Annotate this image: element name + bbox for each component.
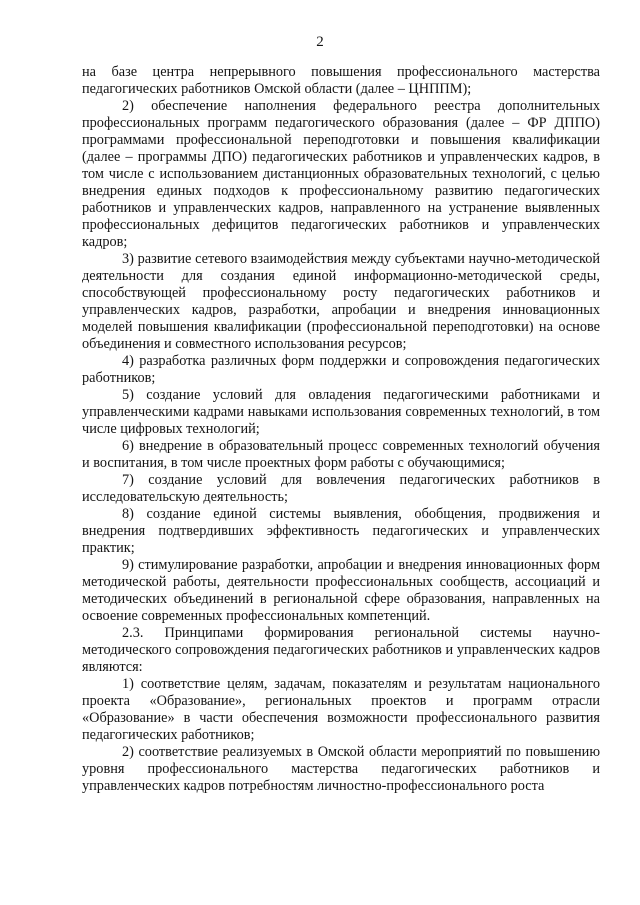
paragraph-item-4: 4) разработка различных форм поддержки и сопровождения педагогических работников; <box>82 353 600 386</box>
paragraph-intro-continuation: на базе центра непрерывного повышения профессионального мастерства педагогических работников Омской области (далее – ЦНППМ); <box>82 64 600 97</box>
paragraph-item-7: 7) создание условий для вовлечения педагогических работников в исследовательскую деятельность; <box>82 472 600 505</box>
paragraph-section-2-3: 2.3. Принципами формирования региональной системы научно-методического сопровождения педагогических работников и управленческих кадров являются: <box>82 625 600 675</box>
paragraph-item-3: 3) развитие сетевого взаимодействия между субъектами научно-методической деятельности для создания единой информационно-методической среды, способствующей профессиональному росту педагогических работников и управленческих кадров, разработки, апробации и внедрения инновационных моделей повышения квалификации (профессиональной переподготовки) на основе объединения и совместного использования ресурсов; <box>82 251 600 352</box>
paragraph-item-2: 2) обеспечение наполнения федерального реестра дополнительных профессиональных программ педагогического образования (далее – ФР ДППО) программами профессиональной переподготовки и повышения квалификации (далее – программы ДПО) педагогических работников и управленческих кадров, в том числе с использованием дистанционных образовательных технологий, с целью внедрения единых подходов к профессиональному развитию педагогических работников и управленческих кадров, направленного на устранение выявленных профессиональных дефицитов педагогических работников и управленческих кадров; <box>82 98 600 250</box>
paragraph-principle-1: 1) соответствие целям, задачам, показателям и результатам национального проекта «Образование», региональных проектов и программ отрасли «Образование» в части обеспечения возможности профессионального развития педагогических работников; <box>82 676 600 743</box>
paragraph-principle-2: 2) соответствие реализуемых в Омской области мероприятий по повышению уровня профессионального мастерства педагогических работников и управленческих кадров потребностям личностно-профессионального роста <box>82 744 600 794</box>
page-number: 2 <box>316 34 324 50</box>
paragraph-item-6: 6) внедрение в образовательный процесс современных технологий обучения и воспитания, в том числе проектных форм работы с обучающимися; <box>82 438 600 471</box>
paragraph-item-8: 8) создание единой системы выявления, обобщения, продвижения и внедрения подтвердивших эффективность педагогических и управленческих практик; <box>82 506 600 556</box>
paragraph-item-5: 5) создание условий для овладения педагогическими работниками и управленческими кадрами навыками использования современных технологий, в том числе цифровых технологий; <box>82 387 600 437</box>
paragraph-item-9: 9) стимулирование разработки, апробации и внедрения инновационных форм методической работы, деятельности профессиональных сообществ, ассоциаций и методических объединений в региональной сфере образования, направленных на освоение современных профессиональных компетенций. <box>82 557 600 624</box>
document-body <box>82 64 600 795</box>
